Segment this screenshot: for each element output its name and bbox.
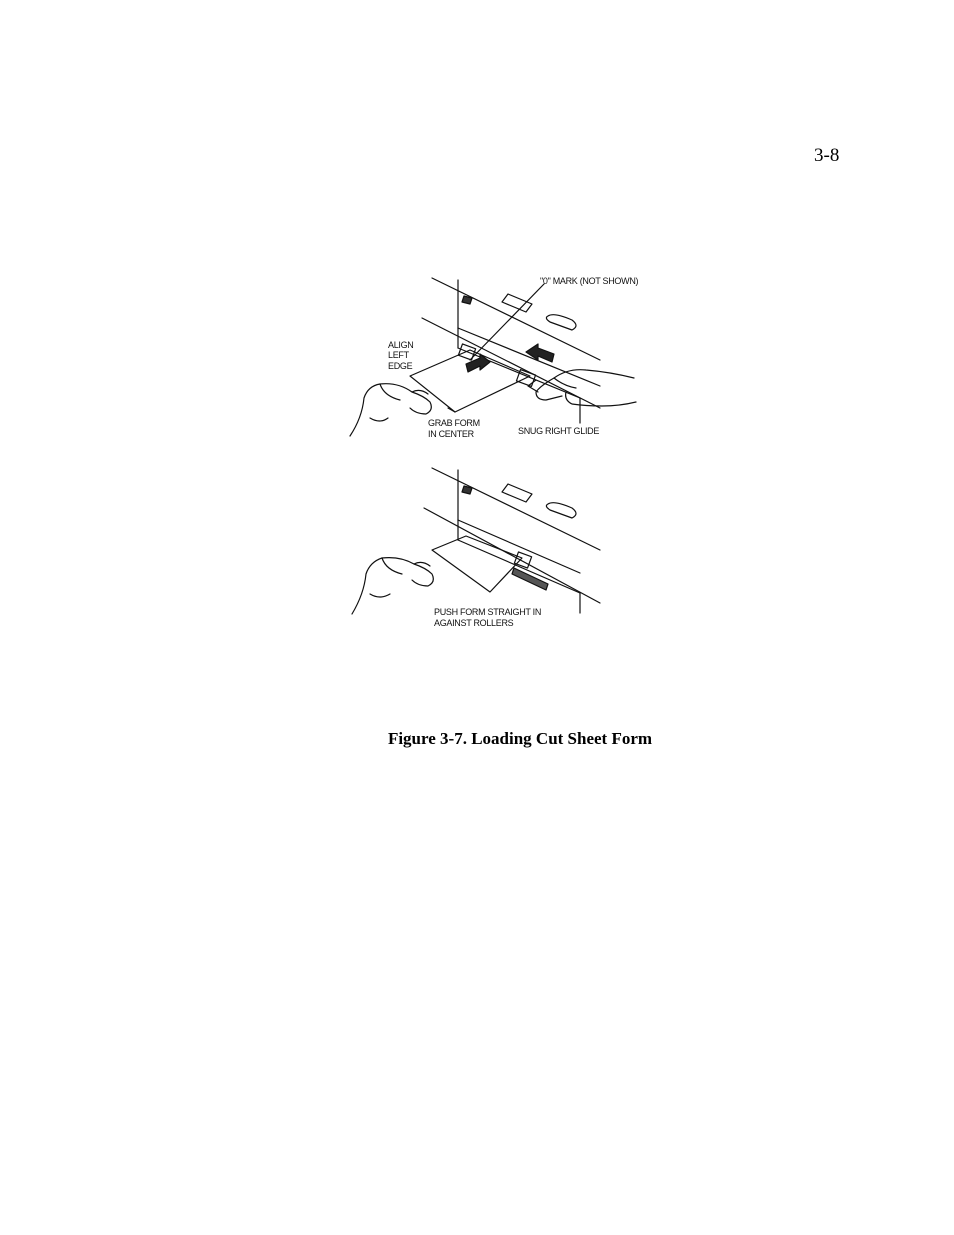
push-label-line2: AGAINST ROLLERS: [434, 618, 514, 628]
page-number: 3-8: [814, 145, 840, 166]
push-label-line1: PUSH FORM STRAIGHT IN: [434, 607, 542, 617]
left-hand-bottom: [352, 558, 433, 614]
left-hand-top: [350, 384, 431, 436]
figure-illustration: [340, 268, 640, 640]
align-label-line1: ALIGN: [388, 340, 414, 350]
cut-sheet-loading-figure: [340, 268, 640, 640]
printer-body-top: [422, 278, 600, 423]
align-label-line3: EDGE: [388, 361, 413, 371]
right-hand-top: [528, 370, 636, 406]
snug-label: SNUG RIGHT GLIDE: [518, 426, 600, 436]
form-sheet-bottom: [432, 536, 522, 592]
figure-caption: Figure 3-7. Loading Cut Sheet Form: [387, 729, 653, 748]
grab-label-line2: IN CENTER: [428, 429, 474, 439]
grab-label-line1: GRAB FORM: [428, 418, 480, 428]
printer-body-bottom: [424, 468, 600, 613]
align-label-line2: LEFT: [388, 350, 409, 360]
mark-label: "0" MARK (NOT SHOWN): [540, 276, 639, 286]
